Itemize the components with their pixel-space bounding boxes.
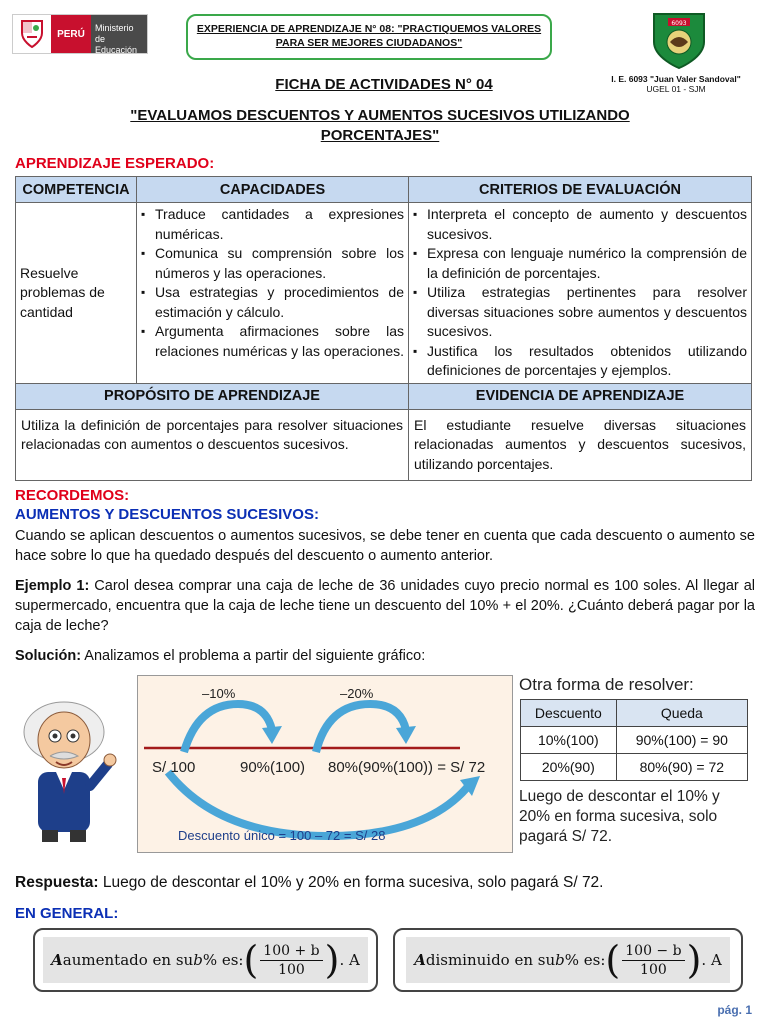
ficha-title: FICHA DE ACTIVIDADES N° 04 bbox=[275, 76, 493, 93]
arrow-unique-icon bbox=[168, 772, 470, 836]
value-end: 80%(90%(100)) = S/ 72 bbox=[328, 759, 486, 776]
increase-formula: A aumentado en su b % es: ( $\frac{100 + b}{100}$ ) . A bbox=[33, 928, 378, 992]
school-ugel: UGEL 01 - SJM bbox=[646, 84, 706, 94]
example-paragraph: Ejemplo 1: Carol desea comprar una caja de leche de 36 unidades cuyo precio normal es 100 soles. Al llegar al supermercado, encuentra que la caja de leche tiene un descuento del 10% + el 20%. ¿Cuánto deberá pagar por la caja de leche? bbox=[15, 578, 755, 634]
svg-text:6093: 6093 bbox=[671, 20, 687, 27]
unique-discount: Descuento único = 100 – 72 = S/ 28 bbox=[178, 828, 386, 843]
criterios-header: CRITERIOS DE EVALUACIÓN bbox=[409, 177, 752, 203]
answer-paragraph: Respuesta: Luego de descontar el 10% y 20% en forma sucesiva, solo pagará S/ 72. bbox=[15, 874, 604, 891]
proposito-header: PROPÓSITO DE APRENDIZAJE bbox=[16, 383, 409, 409]
graphic-conclusion: Luego de descontar el 10% y 20% en forma sucesiva, solo pagará S/ 72. bbox=[519, 788, 720, 845]
alternative-method bbox=[515, 675, 753, 853]
value-mid: 90%(100) bbox=[240, 759, 306, 776]
criterios-cell bbox=[409, 203, 752, 384]
general-heading: EN GENERAL: bbox=[15, 905, 119, 922]
peru-shield-icon bbox=[13, 15, 51, 53]
criterio-item: ▪ Justifica los resultados obtenidos utilizando definiciones de porcentajes y ejemplos. bbox=[413, 342, 747, 381]
experience-line1: EXPERIENCIA DE APRENDIZAJE N° 08: "PRACTIQUEMOS VALORES bbox=[196, 23, 542, 35]
table-cell: 80%(90) = 72 bbox=[616, 754, 747, 781]
criterio-item: ▪ Utiliza estrategias pertinentes para resolver diversas situaciones sobre aumentos y descuentos sucesivos. bbox=[413, 283, 747, 342]
ministry-label: Ministerio de Educación bbox=[91, 15, 147, 53]
other-way-title: Otra forma de resolver: bbox=[519, 675, 694, 694]
evidencia-header: EVIDENCIA DE APRENDIZAJE bbox=[409, 383, 752, 409]
aprendizaje-heading: APRENDIZAJE ESPERADO: bbox=[15, 155, 215, 172]
intro-paragraph: Cuando se aplican descuentos o aumentos sucesivos, se debe tener en cuenta que cada descuento o aumento se hace sobre lo que ha quedado después del descuento o aumento anterior. bbox=[15, 528, 755, 564]
solution-paragraph: Solución: Analizamos el problema a partir del siguiente gráfico: bbox=[15, 648, 426, 664]
capacidades-cell bbox=[137, 203, 409, 384]
page-number: pág. 1 bbox=[717, 1003, 752, 1017]
recordemos-heading: RECORDEMOS: bbox=[15, 487, 130, 504]
decrease-formula: A disminuido en su b % es: ( $\frac{100 - b}{100}$ ) . A bbox=[393, 928, 743, 992]
table-cell: 90%(100) = 90 bbox=[616, 727, 747, 754]
capacidad-item: ▪ Usa estrategias y procedimientos de estimación y cálculo. bbox=[141, 283, 404, 322]
experience-box bbox=[186, 14, 552, 60]
criterio-item: ▪ Expresa con lenguaje numérico la comprensión de la definición de porcentajes. bbox=[413, 244, 747, 283]
capacidades-header: CAPACIDADES bbox=[137, 177, 409, 203]
step2-label: –20% bbox=[340, 686, 374, 701]
main-title: "EVALUAMOS DESCUENTOS Y AUMENTOS SUCESIVOS UTILIZANDO PORCENTAJES" bbox=[130, 107, 630, 144]
evidencia-cell: El estudiante resuelve diversas situaciones relacionadas aumentos y descuentos sucesivos, utilizando porcentajes. bbox=[409, 409, 752, 481]
einstein-illustration-icon bbox=[12, 690, 122, 850]
section-subtitle: AUMENTOS Y DESCUENTOS SUCESIVOS: bbox=[15, 506, 319, 523]
learning-table bbox=[15, 176, 752, 481]
capacidad-item: ▪ Argumenta afirmaciones sobre las relaciones numéricas y las operaciones. bbox=[141, 322, 404, 361]
proposito-cell: Utiliza la definición de porcentajes para resolver situaciones relacionadas con aumentos o descuentos sucesivos. bbox=[16, 409, 409, 481]
discount-graphic bbox=[137, 675, 513, 853]
table-cell: 10%(100) bbox=[521, 727, 617, 754]
remaining-header: Queda bbox=[616, 700, 747, 727]
criterio-item: ▪ Interpreta el concepto de aumento y descuentos sucesivos. bbox=[413, 205, 747, 244]
competencia-header: COMPETENCIA bbox=[16, 177, 137, 203]
value-start: S/ 100 bbox=[152, 759, 196, 776]
arrow-10-icon bbox=[184, 704, 272, 752]
experience-line2: PARA SER MEJORES CIUDADANOS" bbox=[275, 37, 463, 49]
arrow-20-icon bbox=[316, 704, 406, 752]
discount-table bbox=[520, 699, 748, 781]
school-name: I. E. 6093 "Juan Valer Sandoval" bbox=[611, 74, 741, 84]
capacidad-item: ▪ Traduce cantidades a expresiones numéricas. bbox=[141, 205, 404, 244]
table-cell: 20%(90) bbox=[521, 754, 617, 781]
peru-label: PERÚ bbox=[51, 15, 91, 53]
step1-label: –10% bbox=[202, 686, 236, 701]
capacidad-item: ▪ Comunica su comprensión sobre los números y las operaciones. bbox=[141, 244, 404, 283]
school-crest-icon bbox=[648, 8, 710, 72]
minedu-logo bbox=[12, 14, 148, 54]
competencia-cell: Resuelve problemas de cantidad bbox=[16, 203, 137, 384]
discount-header: Descuento bbox=[521, 700, 617, 727]
